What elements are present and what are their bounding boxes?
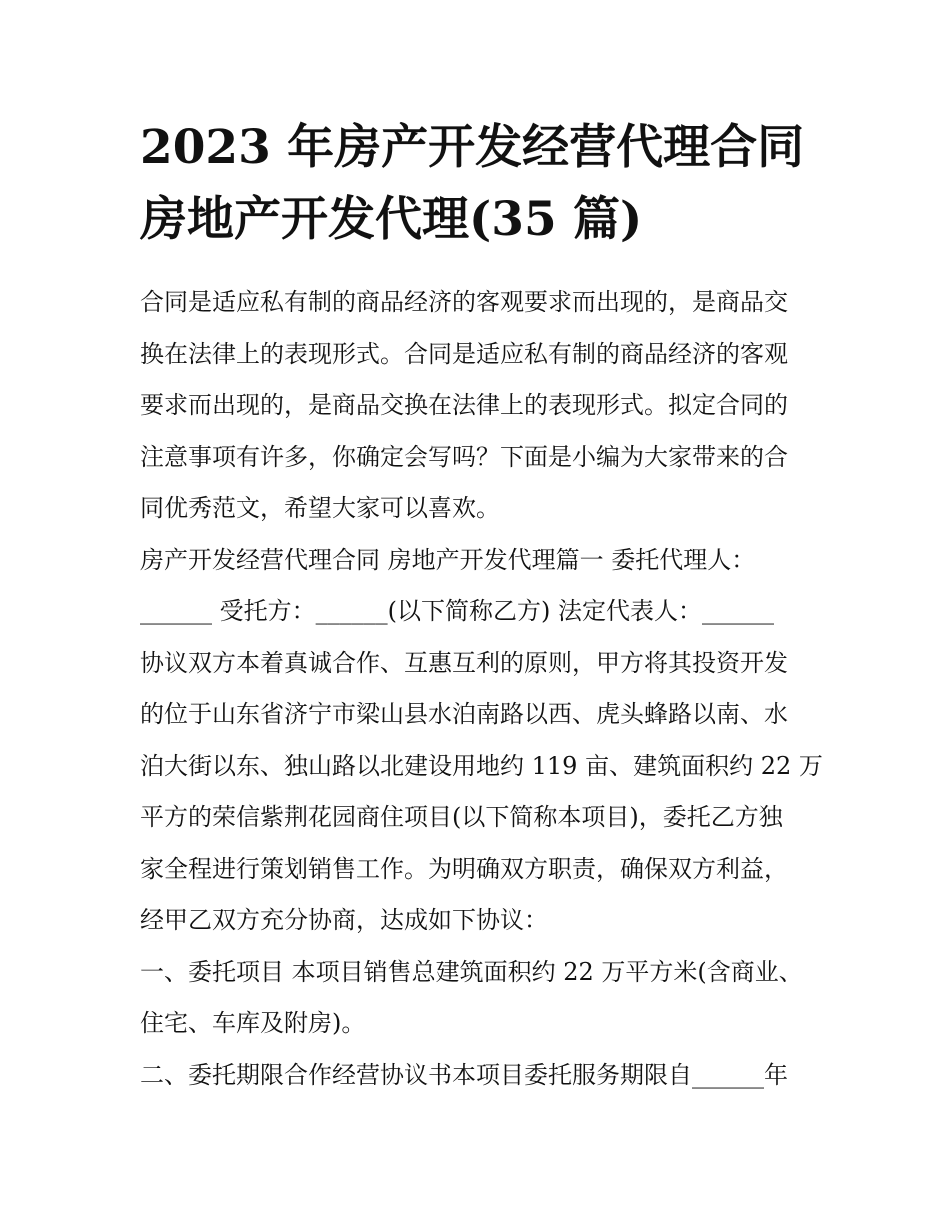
title-line: 2023 年房产开发经营代理合同: [140, 120, 805, 175]
document-title: [140, 112, 830, 256]
title-line: 房地产开发代理(35 篇): [140, 192, 643, 247]
body-line: 二、委托期限合作经营协议书本项目委托服务期限自______年: [140, 1060, 788, 1089]
document-body: [140, 277, 823, 1101]
body-line: 要求而出现的，是商品交换在法律上的表现形式。拟定合同的: [140, 391, 788, 419]
body-line: 平方的荣信紫荆花园商住项目(以下简称本项目)，委托乙方独: [140, 803, 783, 831]
body-line: 一、委托项目 本项目销售总建筑面积约 22 万平方米(含商业、: [140, 957, 803, 986]
body-line: 协议双方本着真诚合作、互惠互利的原则，甲方将其投资开发: [140, 648, 788, 677]
body-line: 换在法律上的表现形式。合同是适应私有制的商品经济的客观: [140, 339, 788, 368]
body-line: 注意事项有许多，你确定会写吗？下面是小编为大家带来的合: [140, 442, 788, 471]
body-line: 的位于山东省济宁市梁山县水泊南路以西、虎头蜂路以南、水: [140, 700, 788, 728]
body-line: 经甲乙双方充分协商，达成如下协议：: [140, 906, 548, 934]
body-line: 合同是适应私有制的商品经济的客观要求而出现的，是商品交: [140, 288, 788, 316]
body-line: 同优秀范文，希望大家可以喜欢。: [140, 494, 500, 522]
body-line: 家全程进行策划销售工作。为明确双方职责，确保双方利益，: [140, 854, 788, 883]
body-line: 泊大街以东、独山路以北建设用地约 119 亩、建筑面积约 22 万: [140, 751, 823, 780]
body-line: ______ 受托方：______(以下简称乙方) 法定代表人：______: [140, 597, 774, 625]
body-line: 房产开发经营代理合同 房地产开发代理篇一 委托代理人：: [140, 545, 756, 574]
body-line: 住宅、车库及附房)。: [140, 1009, 366, 1037]
